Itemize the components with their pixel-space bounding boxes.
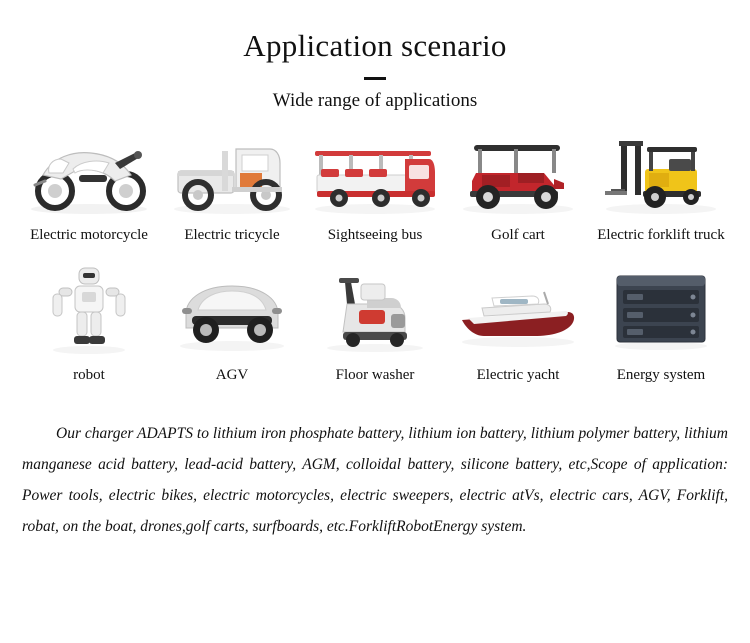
- energy-system-icon: [590, 262, 733, 354]
- scenario-label: robot: [73, 367, 105, 384]
- scenario-item: [161, 128, 304, 244]
- scenario-row-1: [0, 128, 750, 244]
- scenario-label: Electric forklift truck: [597, 227, 725, 244]
- scenario-label: Sightseeing bus: [327, 227, 423, 244]
- electric-tricycle-icon: [161, 128, 304, 220]
- robot-icon: [18, 262, 161, 354]
- floor-washer-icon: [304, 262, 447, 354]
- scenario-item: [18, 128, 161, 244]
- agv-icon: [161, 262, 304, 354]
- page-subtitle: Wide range of applications: [272, 90, 478, 112]
- scenario-label: Golf cart: [491, 227, 545, 244]
- scenario-item: [590, 262, 733, 384]
- description-paragraph: Our charger ADAPTS to lithium iron phosphate battery, lithium ion battery, lithium polymer battery, lithium manganese acid battery, lead-acid battery, AGM, colloidal battery, silicone battery, etc,Scope of application: Power tools, electric bikes, electric motorcycles, electric sweepers, electric atVs, electric cars, AGV, Forklift, robat, on the boat, drones,golf carts, surfboards, etc.ForkliftRobotEnergy system.: [22, 425, 728, 536]
- electric-motorcycle-icon: [18, 128, 161, 220]
- scenario-item: [18, 262, 161, 384]
- scenario-label: Floor washer: [335, 367, 415, 384]
- scenario-label: Electric yacht: [476, 367, 560, 384]
- scenario-row-2: [0, 262, 750, 384]
- scenario-item: [447, 128, 590, 244]
- page-title: Application scenario: [243, 28, 507, 63]
- scenario-item: [161, 262, 304, 384]
- scenario-label: AGV: [215, 367, 249, 384]
- scenario-label: Energy system: [616, 367, 706, 384]
- golf-cart-icon: [447, 128, 590, 220]
- electric-yacht-icon: [447, 262, 590, 354]
- scenario-item: [447, 262, 590, 384]
- sightseeing-bus-icon: [304, 128, 447, 220]
- scenario-label: Electric motorcycle: [30, 227, 148, 244]
- scenario-item: [304, 128, 447, 244]
- electric-forklift-truck-icon: [590, 128, 733, 220]
- scenario-item: [590, 128, 733, 244]
- title-divider: [364, 77, 386, 80]
- scenario-label: Electric tricycle: [184, 227, 280, 244]
- scenario-item: [304, 262, 447, 384]
